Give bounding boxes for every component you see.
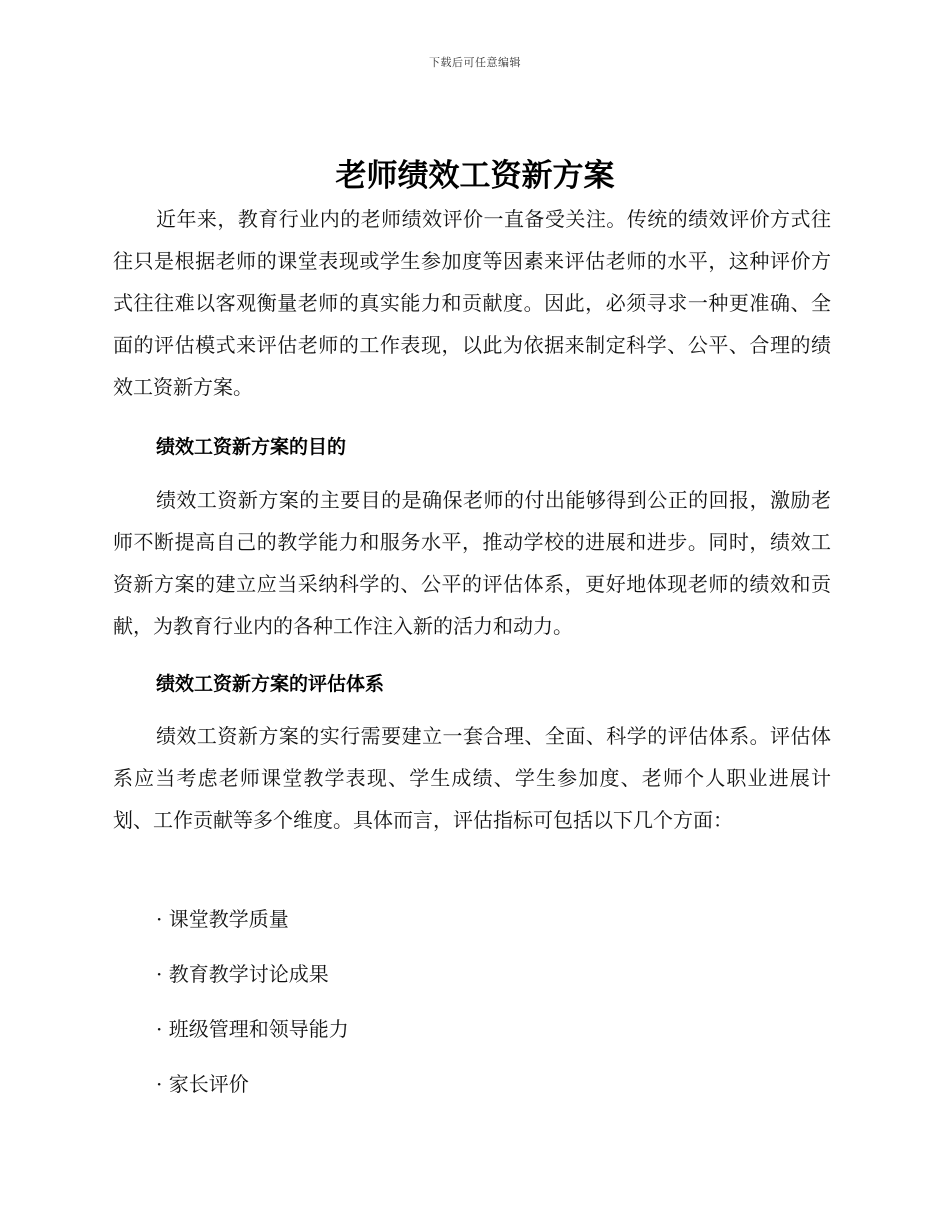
section-paragraph-purpose: 绩效工资新方案的主要目的是确保老师的付出能够得到公正的回报，激励老师不断提高自己的教学能力和服务水平，推动学校的进展和进步。同时，绩效工资新方案的建立应当采纳科学的、公平的评估体系，更好地体现老师的绩效和贡献，为教育行业内的各种工作注入新的活力和动力。 <box>113 488 831 638</box>
section-heading-purpose: 绩效工资新方案的目的 <box>156 436 347 458</box>
bullet-item: · 家长评价 <box>156 1072 249 1096</box>
intro-paragraph: 近年来，教育行业内的老师绩效评价一直备受关注。传统的绩效评价方式往往只是根据老师的课堂表现或学生参加度等因素来评估老师的水平，这种评价方式往往难以客观衡量老师的真实能力和贡献度。因此，必须寻求一种更准确、全面的评估模式来评估老师的工作表现，以此为依据来制定科学、公平、合理的绩效工资新方案。 <box>113 207 831 399</box>
bullet-item: · 班级管理和领导能力 <box>156 1017 349 1041</box>
document-title: 老师绩效工资新方案 <box>335 158 615 194</box>
page-header: 下载后可任意编辑 <box>429 56 521 69</box>
section-heading-evaluation: 绩效工资新方案的评估体系 <box>156 673 385 695</box>
section-paragraph-evaluation: 绩效工资新方案的实行需要建立一套合理、全面、科学的评估体系。评估体系应当考虑老师课堂教学表现、学生成绩、学生参加度、老师个人职业进展计划、工作贡献等多个维度。具体而言，评估指标可包括以下几个方面： <box>113 724 831 832</box>
bullet-item: · 教育教学讨论成果 <box>156 962 329 986</box>
bullet-item: · 课堂教学质量 <box>156 907 289 931</box>
